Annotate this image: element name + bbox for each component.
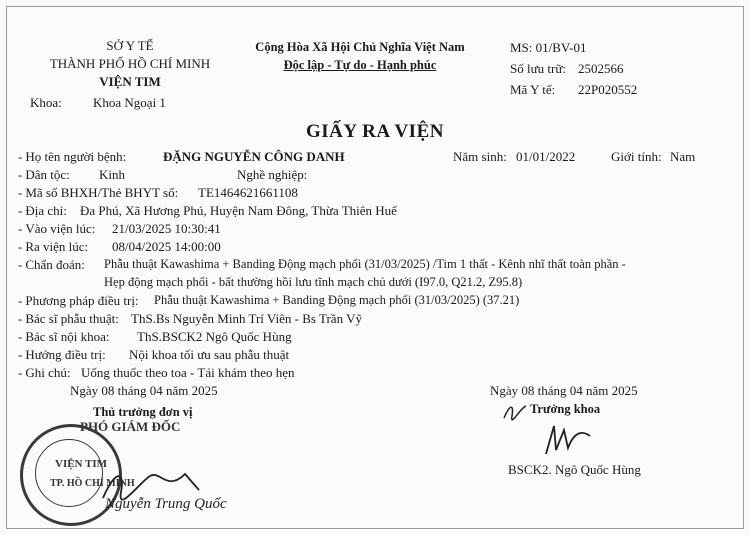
storage-label: Số lưu trữ: xyxy=(510,61,566,76)
nation-line1: Cộng Hòa Xã Hội Chủ Nghĩa Việt Nam xyxy=(255,40,465,54)
org-line1: SỞ Y TẾ xyxy=(106,38,154,53)
med-code-value: 22P020552 xyxy=(578,82,638,97)
followup-value: Nội khoa tối ưu sau phẫu thuật xyxy=(129,347,290,362)
ethnicity-value: Kinh xyxy=(99,167,125,182)
left-date: Ngày 08 tháng 04 năm 2025 xyxy=(70,383,218,398)
admission-label: - Vào viện lúc: xyxy=(18,221,95,237)
ethnicity-label: - Dân tộc: xyxy=(18,167,70,183)
occupation-label: Nghề nghiệp: xyxy=(237,167,308,182)
right-title: Trưởng khoa xyxy=(530,402,601,416)
stamp-text-main: VIỆN TIM xyxy=(55,458,108,470)
surgeon-value: ThS.Bs Nguyễn Minh Trí Viên - Bs Trần Vỹ xyxy=(131,311,362,326)
followup-label: - Hướng điều trị: xyxy=(18,347,106,363)
left-title: Thủ trưởng đơn vị xyxy=(93,405,193,419)
internist-value: ThS.BSCK2 Ngô Quốc Hùng xyxy=(137,329,292,344)
stamp-text-city: TP. HỒ CHÍ MINH xyxy=(50,478,135,489)
med-code-label: Mã Y tế: xyxy=(510,82,556,97)
note-value: Uống thuốc theo toa - Tái khám theo hẹn xyxy=(81,365,295,380)
admission-value: 21/03/2025 10:30:41 xyxy=(112,221,221,236)
org-line2: THÀNH PHỐ HỒ CHÍ MINH xyxy=(49,56,211,71)
surgeon-label: - Bác sĩ phẫu thuật: xyxy=(18,311,119,327)
left-signer-name: Nguyễn Trung Quốc xyxy=(105,496,227,512)
gender-value: Nam xyxy=(670,149,696,164)
birth-year-value: 01/01/2022 xyxy=(516,149,576,164)
address-value: Đa Phú, Xã Hương Phú, Huyện Nam Đông, Thừa Thiên Huế xyxy=(80,203,397,218)
diagnosis-line1: Phẫu thuật Kawashima + Banding Động mạch phổi (31/03/2025) /Tim 1 thất - Kênh nhĩ thất toàn phần - xyxy=(104,257,626,271)
form-number: MS: 01/BV-01 xyxy=(510,40,587,55)
treatment-label: - Phương pháp điều trị: xyxy=(18,293,139,309)
document-title: GIẤY RA VIỆN xyxy=(306,121,444,142)
storage-value: 2502566 xyxy=(578,61,624,76)
right-signer-name: BSCK2. Ngô Quốc Hùng xyxy=(508,462,641,477)
dept-label: Khoa: xyxy=(30,95,62,110)
discharge-value: 08/04/2025 14:00:00 xyxy=(112,239,221,254)
left-position: PHÓ GIÁM ĐỐC xyxy=(80,419,181,434)
diagnosis-label: - Chẩn đoán: xyxy=(18,257,85,273)
right-initial-mark xyxy=(500,402,530,424)
org-line3: VIỆN TIM xyxy=(99,74,161,89)
nation-line2: Độc lập - Tự do - Hạnh phúc xyxy=(283,58,437,72)
note-label: - Ghi chú: xyxy=(18,365,70,381)
gender-label: Giới tính: xyxy=(611,149,662,164)
address-label: - Địa chỉ: xyxy=(18,203,67,219)
patient-name-value: ĐẶNG NGUYỄN CÔNG DANH xyxy=(163,149,345,164)
treatment-value: Phẫu thuật Kawashima + Banding Động mạch phổi (31/03/2025) (37.21) xyxy=(154,293,520,307)
diagnosis-line2: Hẹp động mạch phổi - bất thường hồi lưu tĩnh mạch chủ dưới (I97.0, Q21.2, Z95.8) xyxy=(104,275,523,289)
internist-label: - Bác sĩ nội khoa: xyxy=(18,329,109,345)
insurance-value: TE1464621661108 xyxy=(198,185,298,200)
patient-name-label: - Họ tên người bệnh: xyxy=(18,149,126,165)
insurance-label: - Mã số BHXH/Thẻ BHYT số: xyxy=(18,185,178,201)
discharge-label: - Ra viện lúc: xyxy=(18,239,88,255)
right-date: Ngày 08 tháng 04 năm 2025 xyxy=(490,383,638,398)
dept-value: Khoa Ngoại 1 xyxy=(93,95,166,110)
right-signature xyxy=(540,420,600,460)
stamp-inner-ring xyxy=(35,439,103,507)
birth-year-label: Năm sinh: xyxy=(453,149,507,164)
